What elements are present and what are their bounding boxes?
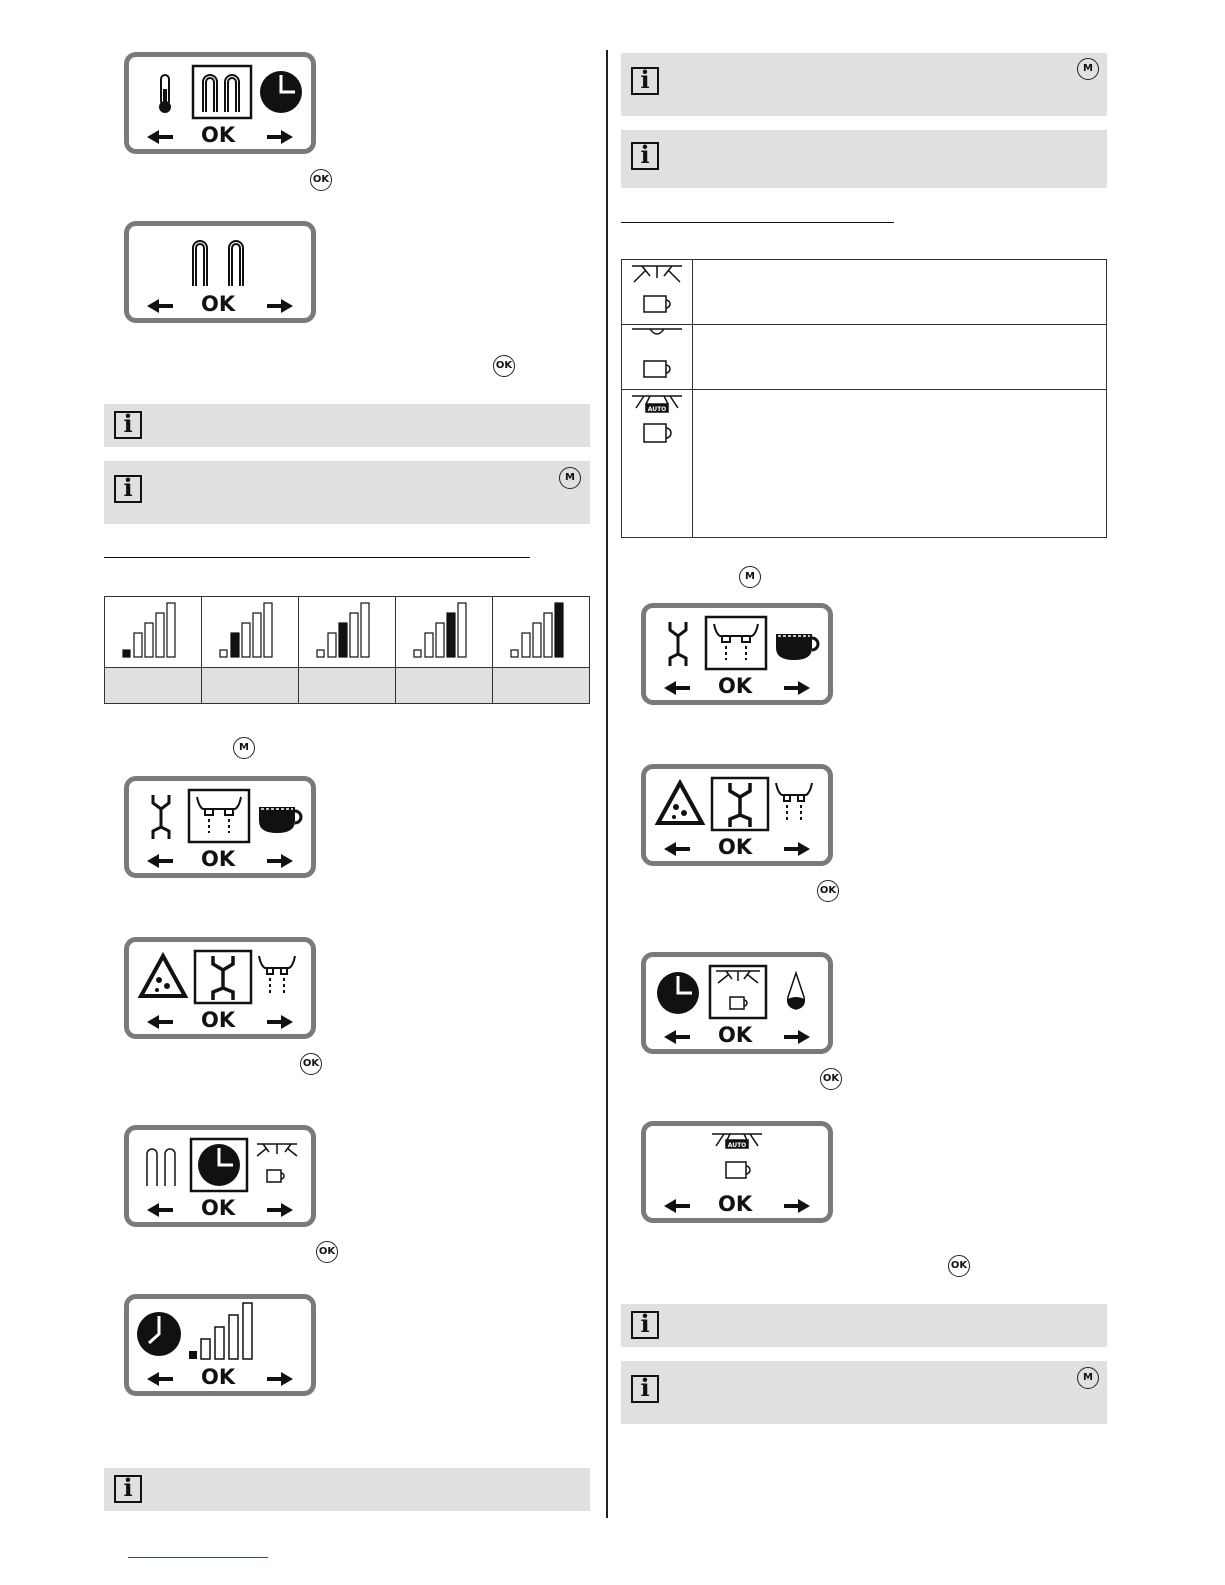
arrow-left-icon xyxy=(147,1372,173,1386)
lcd-screen-heater xyxy=(124,221,316,323)
arrow-left-icon xyxy=(664,842,690,856)
coffee-spout-icon xyxy=(197,797,241,833)
strength-bar-empty xyxy=(425,633,433,657)
strength-level-cell xyxy=(493,597,590,668)
info-icon: i xyxy=(114,475,142,503)
info-icon: i xyxy=(631,67,659,95)
cup-light-auto-icon xyxy=(712,1134,762,1178)
strength-bar-empty xyxy=(511,650,518,657)
info-note xyxy=(621,1304,1107,1347)
strength-bars-icon xyxy=(189,1303,252,1359)
strength-bars-icon xyxy=(493,597,589,663)
ok-button-icon: OK xyxy=(817,880,839,902)
strength-bar-empty xyxy=(458,603,466,657)
strength-bars-icon xyxy=(299,597,395,663)
strength-bar-filled xyxy=(231,633,239,657)
strength-bar-empty xyxy=(264,603,272,657)
cup-light-auto-icon xyxy=(622,390,692,450)
strength-label-cell xyxy=(299,668,396,704)
arrow-right-icon xyxy=(784,681,810,695)
lcd-screen-wrench-select xyxy=(124,937,316,1039)
coffee-cup-icon xyxy=(259,807,301,833)
arrow-right-icon xyxy=(267,1372,293,1386)
strength-level-cell xyxy=(396,597,493,668)
cup-light-icon-cell xyxy=(622,260,693,325)
heating-element-icon xyxy=(203,75,239,112)
clock-icon xyxy=(260,71,302,113)
strength-bar-empty xyxy=(436,623,444,657)
strength-bar-empty xyxy=(522,633,530,657)
info-note xyxy=(104,461,590,524)
section-rule xyxy=(621,222,894,223)
strength-bar-empty xyxy=(167,603,175,657)
strength-bar-empty xyxy=(328,633,336,657)
coffee-spout-icon xyxy=(714,624,758,660)
wrench-icon xyxy=(153,795,169,839)
arrow-left-icon xyxy=(664,1199,690,1213)
clock-icon xyxy=(657,972,699,1014)
strength-label-cell xyxy=(396,668,493,704)
coffee-spout-icon xyxy=(776,783,812,821)
lcd-ok-text: OK xyxy=(201,1196,236,1220)
arrow-left-icon xyxy=(147,1015,173,1029)
footer-link-underline[interactable] xyxy=(128,1557,268,1558)
lcd-screen-cup-light-select xyxy=(641,952,833,1054)
lcd-screen-cup-light-auto xyxy=(641,1121,833,1223)
ok-button-icon: OK xyxy=(316,1241,338,1263)
m-button-icon: M xyxy=(739,566,761,588)
info-icon: i xyxy=(114,1475,142,1503)
info-icon: i xyxy=(631,1311,659,1339)
auto-label: AUTO xyxy=(647,406,667,413)
arrow-right-icon xyxy=(784,1030,810,1044)
arrow-left-icon xyxy=(147,299,173,313)
strength-bar-empty xyxy=(361,603,369,657)
strength-level-cell xyxy=(105,597,202,668)
arrow-left-icon xyxy=(147,130,173,144)
cup-light-icon-cell xyxy=(622,390,693,538)
arrow-right-icon xyxy=(267,1015,293,1029)
lcd-screen-strength xyxy=(124,1294,316,1396)
lcd-ok-text: OK xyxy=(718,674,753,698)
strength-bar-empty xyxy=(156,613,164,657)
wrench-icon xyxy=(730,783,750,827)
info-note xyxy=(104,1468,590,1511)
arrow-right-icon xyxy=(784,1199,810,1213)
arrow-left-icon xyxy=(664,1030,690,1044)
cup-light-on-icon xyxy=(622,260,692,320)
strength-bar-filled xyxy=(339,623,347,657)
m-button-icon: M xyxy=(1077,58,1099,80)
auto-label: AUTO xyxy=(727,1142,747,1149)
strength-bar-empty xyxy=(253,613,261,657)
cup-light-icon xyxy=(257,1144,297,1182)
strength-bar-filled xyxy=(123,650,130,657)
thermometer-icon xyxy=(159,75,171,113)
cup-light-off-icon xyxy=(622,325,692,385)
strength-bars-icon xyxy=(396,597,492,663)
strength-label-cell xyxy=(493,668,590,704)
lcd-ok-text: OK xyxy=(718,1192,753,1216)
lcd-screen-clock-select xyxy=(124,1125,316,1227)
info-icon: i xyxy=(114,411,142,439)
column-divider xyxy=(606,50,608,1518)
strength-level-cell xyxy=(202,597,299,668)
heating-element-icon xyxy=(193,241,243,286)
m-button-icon: M xyxy=(233,737,255,759)
arrow-right-icon xyxy=(267,854,293,868)
strength-bar-empty xyxy=(533,623,541,657)
strength-bar-filled xyxy=(447,613,455,657)
strength-bar-empty xyxy=(317,650,324,657)
lcd-ok-text: OK xyxy=(718,1023,753,1047)
clock-icon xyxy=(137,1312,181,1356)
cup-light-icon-cell xyxy=(622,325,693,390)
warning-triangle-icon xyxy=(141,956,185,996)
strength-bar-empty xyxy=(145,623,153,657)
lcd-screen-heater-select xyxy=(124,52,316,154)
m-button-icon: M xyxy=(559,467,581,489)
strength-label-cell xyxy=(202,668,299,704)
info-note xyxy=(104,404,590,447)
info-note xyxy=(621,130,1107,188)
strength-bar-empty xyxy=(220,650,227,657)
arrow-right-icon xyxy=(267,299,293,313)
ok-button-icon: OK xyxy=(300,1053,322,1075)
m-button-icon: M xyxy=(1077,1367,1099,1389)
strength-level-table xyxy=(104,596,590,704)
info-note xyxy=(621,53,1107,116)
strength-bar-empty xyxy=(134,633,142,657)
coffee-cup-icon xyxy=(776,634,818,660)
lcd-screen-spout-select xyxy=(641,603,833,705)
info-icon: i xyxy=(631,1375,659,1403)
strength-bars-icon xyxy=(105,597,201,663)
ok-button-icon: OK xyxy=(493,355,515,377)
wrench-icon xyxy=(670,622,686,666)
water-drop-icon xyxy=(788,973,805,1009)
lcd-ok-text: OK xyxy=(201,1365,236,1389)
strength-bars-icon xyxy=(202,597,298,663)
lcd-ok-text: OK xyxy=(201,1008,236,1032)
cup-light-table xyxy=(621,259,1107,538)
cup-light-icon xyxy=(716,971,760,1009)
lcd-screen-wrench-select xyxy=(641,764,833,866)
lcd-ok-text: OK xyxy=(201,123,236,147)
ok-button-icon: OK xyxy=(948,1255,970,1277)
ok-button-icon: OK xyxy=(820,1068,842,1090)
cup-light-desc-cell xyxy=(693,325,1107,390)
arrow-left-icon xyxy=(147,854,173,868)
info-note xyxy=(621,1361,1107,1424)
ok-button-icon: OK xyxy=(310,169,332,191)
lcd-ok-text: OK xyxy=(201,292,236,316)
wrench-icon xyxy=(213,956,233,1000)
warning-triangle-icon xyxy=(658,783,702,823)
strength-bar-empty xyxy=(350,613,358,657)
coffee-spout-icon xyxy=(259,956,295,994)
arrow-left-icon xyxy=(664,681,690,695)
cup-light-desc-cell xyxy=(693,390,1107,538)
clock-icon xyxy=(198,1144,240,1186)
lcd-ok-text: OK xyxy=(718,835,753,859)
strength-bar-empty xyxy=(544,613,552,657)
strength-bar-empty xyxy=(242,623,250,657)
section-rule xyxy=(104,557,530,558)
strength-bar-empty xyxy=(414,650,421,657)
strength-level-cell xyxy=(299,597,396,668)
lcd-ok-text: OK xyxy=(201,847,236,871)
arrow-right-icon xyxy=(784,842,810,856)
info-icon: i xyxy=(631,142,659,170)
cup-light-desc-cell xyxy=(693,260,1107,325)
arrow-left-icon xyxy=(147,1203,173,1217)
heating-element-icon xyxy=(147,1149,175,1186)
lcd-screen-spout-select xyxy=(124,776,316,878)
arrow-right-icon xyxy=(267,1203,293,1217)
arrow-right-icon xyxy=(267,130,293,144)
strength-label-cell xyxy=(105,668,202,704)
strength-bar-filled xyxy=(555,603,563,657)
